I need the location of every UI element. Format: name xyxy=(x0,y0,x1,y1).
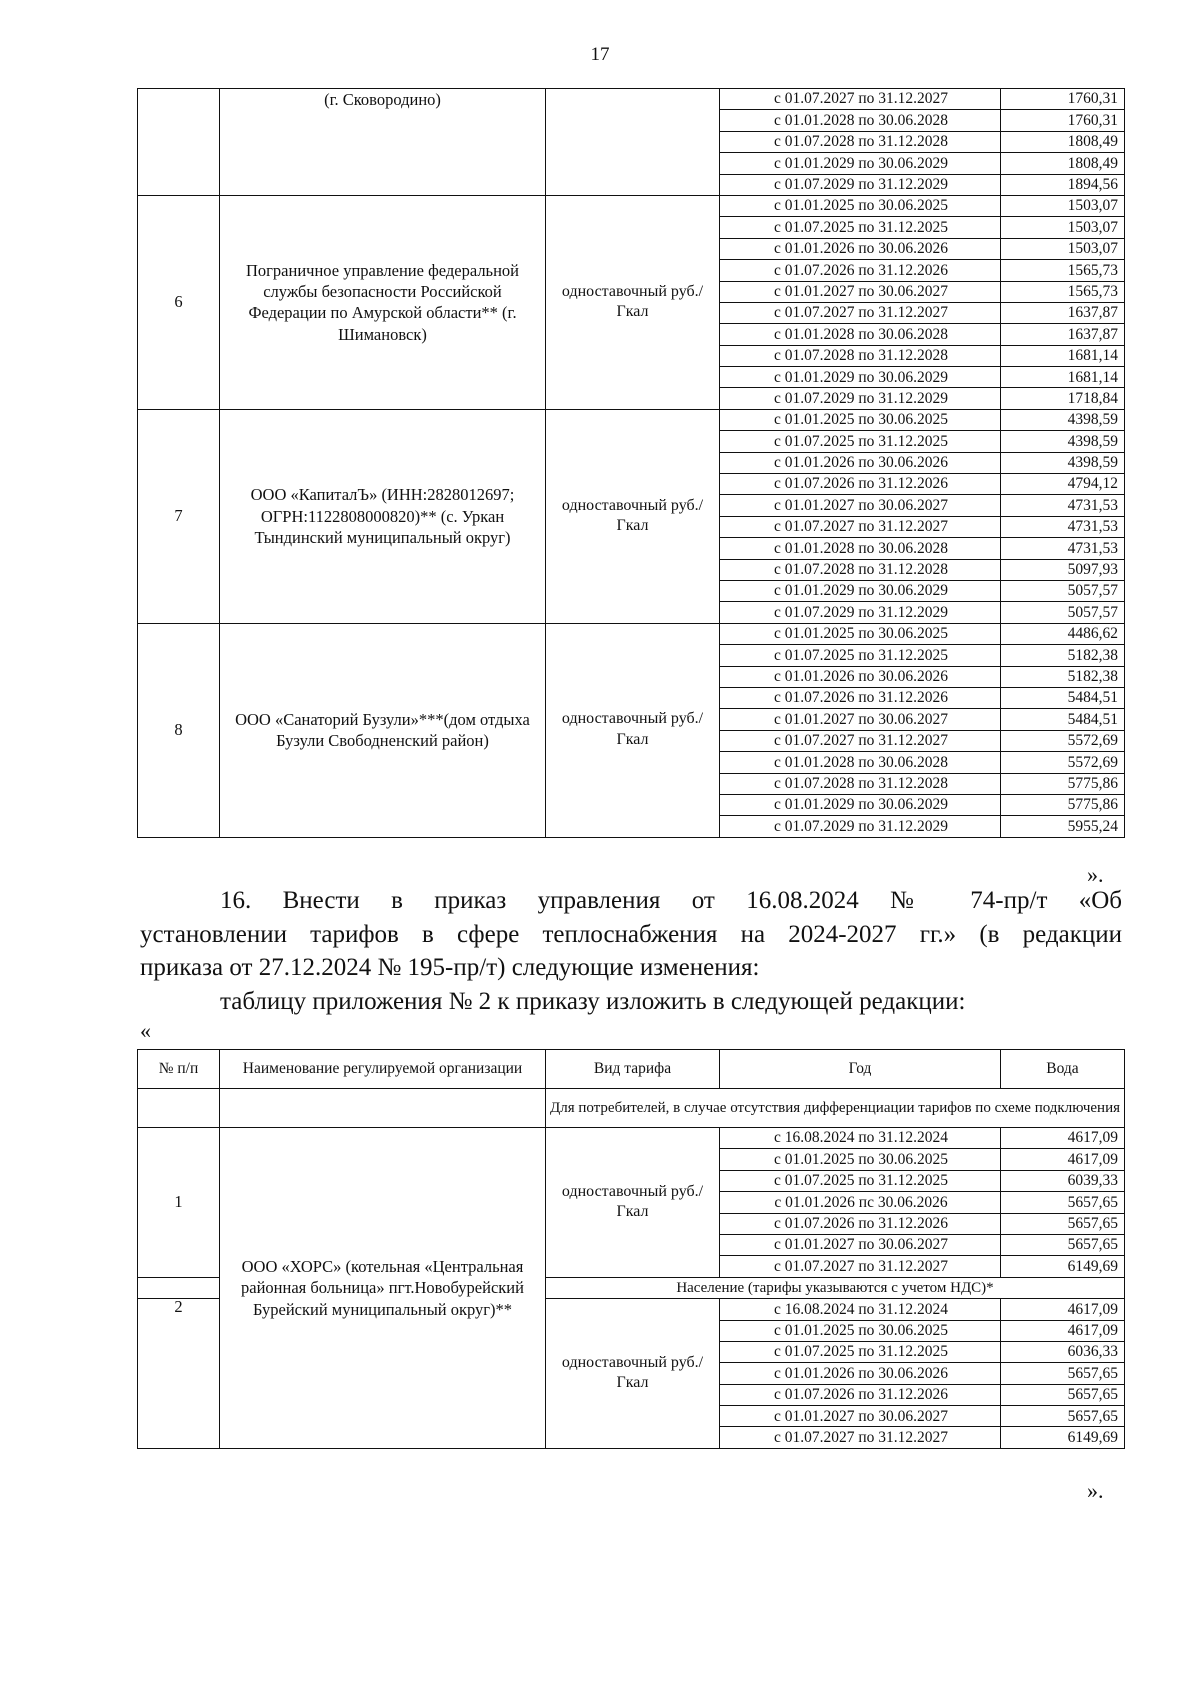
value-cell: 4398,59 xyxy=(1001,409,1125,430)
value-cell: 1808,49 xyxy=(1001,131,1125,152)
value-cell: 1681,14 xyxy=(1001,345,1125,366)
period-cell: с 01.01.2027 по 30.06.2027 xyxy=(720,281,1001,302)
value-cell: 1760,31 xyxy=(1001,89,1125,110)
value-cell: 1503,07 xyxy=(1001,195,1125,216)
period-cell: с 16.08.2024 по 31.12.2024 xyxy=(720,1128,1001,1149)
period-cell: с 01.07.2027 по 31.12.2027 xyxy=(720,1256,1001,1277)
paragraph-word: от xyxy=(691,887,715,914)
period-cell: с 01.07.2025 по 31.12.2025 xyxy=(720,1341,1001,1362)
table-row xyxy=(138,623,1125,644)
row-number: 6 xyxy=(138,195,220,409)
opening-quote: « xyxy=(140,1018,151,1043)
value-cell: 4617,09 xyxy=(1001,1320,1125,1341)
value-cell: 1681,14 xyxy=(1001,367,1125,388)
period-cell: с 01.07.2028 по 31.12.2028 xyxy=(720,131,1001,152)
period-cell: с 01.07.2027 по 31.12.2027 xyxy=(720,302,1001,323)
population-note: Население (тарифы указываются с учетом НДС)* xyxy=(546,1277,1125,1298)
period-cell: с 01.07.2029 по 31.12.2029 xyxy=(720,816,1001,837)
tariff-type: одноставочный руб./Гкал xyxy=(546,409,720,623)
value-cell: 5657,65 xyxy=(1001,1192,1125,1213)
value-cell: 4398,59 xyxy=(1001,452,1125,473)
period-cell: с 16.08.2024 по 31.12.2024 xyxy=(720,1299,1001,1320)
period-cell: с 01.01.2025 по 30.06.2025 xyxy=(720,409,1001,430)
period-cell: с 01.07.2025 по 31.12.2025 xyxy=(720,431,1001,452)
header-row xyxy=(138,1050,1125,1089)
period-cell: с 01.07.2029 по 31.12.2029 xyxy=(720,388,1001,409)
paragraph-word: № 74-пр/т xyxy=(890,887,1048,914)
value-cell: 5657,65 xyxy=(1001,1406,1125,1427)
tariff-type: одноставочный руб./Гкал xyxy=(546,623,720,837)
value-cell: 4617,09 xyxy=(1001,1149,1125,1170)
period-cell: с 01.07.2028 по 31.12.2028 xyxy=(720,773,1001,794)
paragraph-line-3: приказа от 27.12.2024 № 195-пр/т) следующие изменения: xyxy=(140,954,760,981)
header-year: Год xyxy=(720,1050,1001,1089)
organization-name: Пограничное управление федеральной службы безопасности Российской Федерации по Амурской области** (г. Шимановск) xyxy=(220,195,546,409)
value-cell: 5955,24 xyxy=(1001,816,1125,837)
period-cell: с 01.07.2029 по 31.12.2029 xyxy=(720,174,1001,195)
paragraph-line-2: установлении тарифов в сфере теплоснабжения на 2024-2027 гг.» (в редакции xyxy=(140,921,1122,948)
period-cell: с 01.07.2026 по 31.12.2026 xyxy=(720,260,1001,281)
paragraph-word: 16. Внести xyxy=(220,887,360,914)
value-cell: 4617,09 xyxy=(1001,1299,1125,1320)
period-cell: с 01.01.2027 по 30.06.2027 xyxy=(720,1234,1001,1255)
value-cell: 1503,07 xyxy=(1001,238,1125,259)
period-cell: с 01.01.2029 по 30.06.2029 xyxy=(720,153,1001,174)
empty-cell xyxy=(220,1089,546,1128)
tariff-table-2 xyxy=(137,1049,1125,1449)
header-water: Вода xyxy=(1001,1050,1125,1089)
period-cell: с 01.07.2029 по 31.12.2029 xyxy=(720,602,1001,623)
organization-name: (г. Сковородино) xyxy=(220,89,546,196)
table-row xyxy=(138,409,1125,430)
value-cell: 5057,57 xyxy=(1001,602,1125,623)
consumers-note: Для потребителей, в случае отсутствия дифференциации тарифов по схеме подключения xyxy=(546,1089,1125,1128)
paragraph-word: «Об xyxy=(1078,887,1123,914)
period-cell: с 01.01.2029 по 30.06.2029 xyxy=(720,367,1001,388)
consumers-note-row xyxy=(138,1089,1125,1128)
period-cell: с 01.07.2028 по 31.12.2028 xyxy=(720,559,1001,580)
empty-cell xyxy=(138,1089,220,1128)
period-cell: с 01.07.2026 по 31.12.2026 xyxy=(720,687,1001,708)
value-cell: 5182,38 xyxy=(1001,666,1125,687)
period-cell: с 01.01.2025 по 30.06.2025 xyxy=(720,1149,1001,1170)
value-cell: 4794,12 xyxy=(1001,474,1125,495)
organization-name: ООО «КапиталЪ» (ИНН:2828012697; ОГРН:1122808000820)** (с. Уркан Тындинский муниципальный округ) xyxy=(220,409,546,623)
period-cell: с 01.07.2027 по 31.12.2027 xyxy=(720,516,1001,537)
tariff-type: одноставочный руб./Гкал xyxy=(546,1128,720,1278)
period-cell: с 01.07.2028 по 31.12.2028 xyxy=(720,345,1001,366)
value-cell: 5572,69 xyxy=(1001,730,1125,751)
tariff-table-1 xyxy=(137,88,1125,838)
period-cell: с 01.01.2026 по 30.06.2026 xyxy=(720,452,1001,473)
value-cell: 1808,49 xyxy=(1001,153,1125,174)
closing-quote: ». xyxy=(1087,862,1104,887)
page-number: 17 xyxy=(590,44,610,65)
paragraph-word: в xyxy=(391,887,403,914)
period-cell: с 01.01.2028 по 30.06.2028 xyxy=(720,538,1001,559)
tariff-type xyxy=(546,89,720,196)
value-cell: 5657,65 xyxy=(1001,1363,1125,1384)
period-cell: с 01.01.2025 по 30.06.2025 xyxy=(720,195,1001,216)
value-cell: 5572,69 xyxy=(1001,752,1125,773)
period-cell: с 01.01.2027 по 30.06.2027 xyxy=(720,495,1001,516)
row-number: 1 xyxy=(138,1128,220,1278)
value-cell: 5484,51 xyxy=(1001,687,1125,708)
value-cell: 1760,31 xyxy=(1001,110,1125,131)
period-cell: с 01.07.2027 по 31.12.2027 xyxy=(720,1427,1001,1448)
period-cell: с 01.01.2028 по 30.06.2028 xyxy=(720,324,1001,345)
period-cell: с 01.07.2026 по 31.12.2026 xyxy=(720,474,1001,495)
value-cell: 5657,65 xyxy=(1001,1213,1125,1234)
value-cell: 1894,56 xyxy=(1001,174,1125,195)
value-cell: 4398,59 xyxy=(1001,431,1125,452)
period-cell: с 01.01.2026 пс 30.06.2026 xyxy=(720,1192,1001,1213)
row-number: 8 xyxy=(138,623,220,837)
value-cell: 1503,07 xyxy=(1001,217,1125,238)
value-cell: 5097,93 xyxy=(1001,559,1125,580)
value-cell: 4617,09 xyxy=(1001,1128,1125,1149)
value-cell: 6149,69 xyxy=(1001,1256,1125,1277)
value-cell: 5657,65 xyxy=(1001,1384,1125,1405)
value-cell: 1637,87 xyxy=(1001,324,1125,345)
period-cell: с 01.07.2025 по 31.12.2025 xyxy=(720,645,1001,666)
value-cell: 4731,53 xyxy=(1001,495,1125,516)
value-cell: 5182,38 xyxy=(1001,645,1125,666)
closing-quote-2: ». xyxy=(1087,1478,1104,1503)
header-num: № п/п xyxy=(138,1050,220,1089)
value-cell: 5484,51 xyxy=(1001,709,1125,730)
period-cell: с 01.01.2026 по 30.06.2026 xyxy=(720,666,1001,687)
value-cell: 6149,69 xyxy=(1001,1427,1125,1448)
period-cell: с 01.01.2028 по 30.06.2028 xyxy=(720,752,1001,773)
value-cell: 1565,73 xyxy=(1001,281,1125,302)
value-cell: 5057,57 xyxy=(1001,580,1125,601)
paragraph-word: приказ xyxy=(434,887,507,914)
period-cell: с 01.01.2029 по 30.06.2029 xyxy=(720,794,1001,815)
value-cell: 5775,86 xyxy=(1001,794,1125,815)
table-row xyxy=(138,195,1125,216)
period-cell: с 01.07.2025 по 31.12.2025 xyxy=(720,1170,1001,1191)
period-cell: с 01.01.2026 по 30.06.2026 xyxy=(720,1363,1001,1384)
empty-cell xyxy=(138,1277,220,1298)
period-cell: с 01.01.2025 по 30.06.2025 xyxy=(720,1320,1001,1341)
header-org: Наименование регулируемой организации xyxy=(220,1050,546,1089)
value-cell: 1565,73 xyxy=(1001,260,1125,281)
value-cell: 6036,33 xyxy=(1001,1341,1125,1362)
value-cell: 1637,87 xyxy=(1001,302,1125,323)
paragraph-line-1 xyxy=(140,884,1122,917)
table-row xyxy=(138,1128,1125,1149)
table-row xyxy=(138,89,1125,110)
period-cell: с 01.01.2027 по 30.06.2027 xyxy=(720,1406,1001,1427)
paragraph-word: 16.08.2024 xyxy=(746,887,859,914)
period-cell: с 01.01.2027 по 30.06.2027 xyxy=(720,709,1001,730)
organization-name: ООО «Санаторий Бузули»***(дом отдыха Бузули Свободненский район) xyxy=(220,623,546,837)
header-kind: Вид тарифа xyxy=(546,1050,720,1089)
value-cell: 4486,62 xyxy=(1001,623,1125,644)
period-cell: с 01.07.2025 по 31.12.2025 xyxy=(720,217,1001,238)
value-cell: 4731,53 xyxy=(1001,516,1125,537)
period-cell: с 01.07.2026 по 31.12.2026 xyxy=(720,1384,1001,1405)
value-cell: 6039,33 xyxy=(1001,1170,1125,1191)
period-cell: с 01.01.2026 по 30.06.2026 xyxy=(720,238,1001,259)
period-cell: с 01.07.2027 по 31.12.2027 xyxy=(720,89,1001,110)
period-cell: с 01.01.2025 по 30.06.2025 xyxy=(720,623,1001,644)
row-number xyxy=(138,89,220,196)
value-cell: 1718,84 xyxy=(1001,388,1125,409)
row-number: 7 xyxy=(138,409,220,623)
organization-name: ООО «ХОРС» (котельная «Центральная районная больница» пгт.Новобурейский Бурейский муниципальный округ)** xyxy=(220,1128,546,1449)
period-cell: с 01.07.2027 по 31.12.2027 xyxy=(720,730,1001,751)
paragraph-line-4: таблицу приложения № 2 к приказу изложить в следующей редакции: xyxy=(220,988,966,1015)
tariff-type: одноставочный руб./Гкал xyxy=(546,195,720,409)
period-cell: с 01.07.2026 по 31.12.2026 xyxy=(720,1213,1001,1234)
paragraph-word: управления xyxy=(537,887,661,914)
tariff-type: одноставочный руб./Гкал xyxy=(546,1299,720,1449)
period-cell: с 01.01.2028 по 30.06.2028 xyxy=(720,110,1001,131)
value-cell: 5775,86 xyxy=(1001,773,1125,794)
row-number: 2 xyxy=(138,1299,220,1449)
value-cell: 4731,53 xyxy=(1001,538,1125,559)
value-cell: 5657,65 xyxy=(1001,1234,1125,1255)
period-cell: с 01.01.2029 по 30.06.2029 xyxy=(720,580,1001,601)
